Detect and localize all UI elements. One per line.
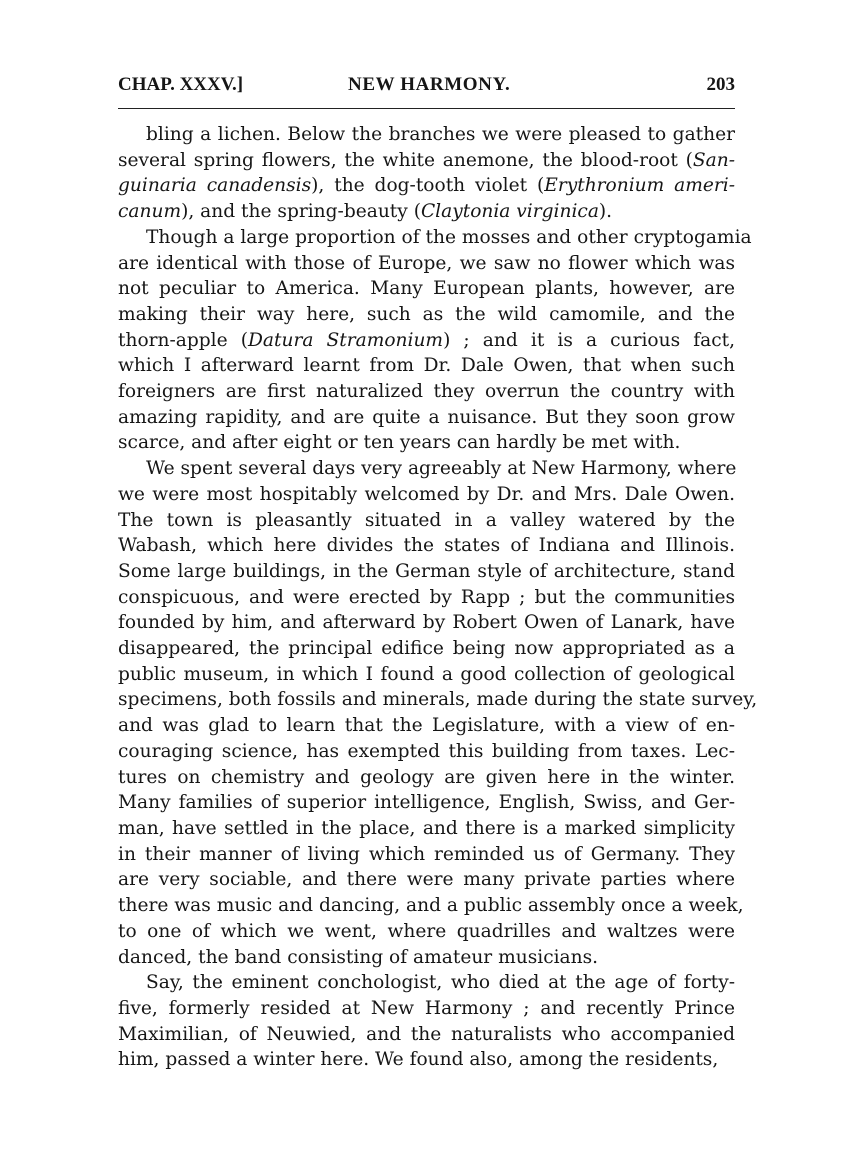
text-line (118, 533, 735, 559)
text-segment: founded by him, and afterward by Robert Owen of Lanark, have (118, 612, 735, 634)
text-line (118, 687, 758, 713)
text-segment: in their manner of living which reminded us of Germany. They (118, 843, 735, 865)
text-line (118, 1047, 735, 1073)
text-segment: making their way here, such as the wild camomile, and the (118, 303, 735, 325)
text-line (118, 1022, 735, 1048)
text-line (118, 996, 735, 1022)
chapter-label: CHAP. XXXV.] (118, 74, 244, 95)
text-line (118, 508, 735, 534)
text-line (118, 199, 735, 225)
italic-text: canum (118, 201, 182, 223)
body-text (118, 122, 758, 1073)
text-line (118, 482, 735, 508)
text-segment: ) ; and it is a curious fact, (443, 329, 735, 351)
text-segment: foreigners are first naturalized they overrun the country with (118, 381, 735, 403)
text-segment: Wabash, which here divides the states of Indiana and Illinois. (118, 535, 735, 557)
text-segment: conspicuous, and were erected by Rapp ; but the communities (118, 586, 735, 608)
text-segment: man, have settled in the place, and there is a marked simplicity (118, 817, 735, 839)
italic-text: Erythronium ameri- (544, 175, 735, 197)
text-segment: not peculiar to America. Many European plants, however, are (118, 278, 735, 300)
text-line (118, 405, 735, 431)
text-segment: Maximilian, of Neuwied, and the naturalists who accompanied (118, 1023, 735, 1045)
text-segment: Many families of superior intelligence, English, Swiss, and Ger- (118, 792, 735, 814)
text-line (118, 610, 735, 636)
text-segment: danced, the band consisting of amateur musicians. (118, 946, 599, 968)
text-line (118, 302, 735, 328)
italic-text: guinaria canadensis (118, 175, 312, 197)
text-line (118, 867, 735, 893)
text-segment: The town is pleasantly situated in a valley watered by the (118, 509, 735, 531)
text-line (118, 636, 735, 662)
text-segment: tures on chemistry and geology are given here in the winter. (118, 766, 735, 788)
text-segment: scarce, and after eight or ten years can hardly be met with. (118, 432, 681, 454)
text-line (118, 662, 735, 688)
text-segment: bling a lichen. Below the branches we were pleased to gather (146, 124, 735, 145)
text-segment: him, passed a winter here. We found also, among the residents, (118, 1049, 719, 1071)
text-line (118, 353, 735, 379)
text-segment: ). (598, 201, 613, 223)
paragraph (118, 122, 735, 225)
text-segment: several spring flowers, the white anemone, the blood-root ( (118, 149, 693, 171)
paragraph (118, 225, 752, 456)
text-segment: Say, the eminent conchologist, who died at the age of forty- (146, 972, 735, 994)
paragraph (118, 456, 758, 970)
text-line (118, 173, 735, 199)
text-line (118, 225, 752, 251)
text-segment: disappeared, the principal edifice being now appropriated as a (118, 638, 735, 660)
text-line (118, 842, 735, 868)
text-segment: We spent several days very agreeably at New Harmony, where (146, 458, 737, 480)
text-line (118, 585, 735, 611)
text-line (118, 739, 735, 765)
text-segment: there was music and dancing, and a public assembly once a week, (118, 895, 744, 917)
text-line (118, 148, 735, 174)
text-segment: are identical with those of Europe, we saw no flower which was (118, 252, 735, 274)
text-line (118, 456, 735, 482)
text-line (118, 919, 735, 945)
text-line (118, 893, 744, 919)
running-header (118, 68, 735, 109)
text-line (118, 790, 735, 816)
text-segment: specimens, both fossils and minerals, made during the state survey, (118, 689, 758, 711)
paragraph (118, 970, 735, 1073)
text-line (118, 276, 735, 302)
text-line (118, 765, 735, 791)
text-line (118, 328, 735, 354)
text-segment: we were most hospitably welcomed by Dr. and Mrs. Dale Owen. (118, 483, 735, 505)
text-segment: ), the dog-tooth violet ( (311, 175, 545, 197)
text-line (118, 559, 735, 585)
italic-text: San- (692, 149, 735, 171)
text-line (118, 713, 735, 739)
text-segment: to one of which we went, where quadrilles and waltzes were (118, 920, 735, 942)
text-segment: and was glad to learn that the Legislature, with a view of en- (118, 715, 735, 737)
text-line (118, 816, 735, 842)
italic-text: Datura Stramonium (248, 329, 444, 351)
text-line (118, 945, 735, 971)
text-line (118, 379, 735, 405)
text-segment: amazing rapidity, and are quite a nuisance. But they soon grow (118, 406, 735, 428)
italic-text: Claytonia virginica (420, 201, 599, 223)
text-segment: five, formerly resided at New Harmony ; and recently Prince (118, 997, 735, 1019)
text-line (118, 970, 735, 996)
text-segment: thorn-apple ( (118, 329, 248, 351)
text-segment: public museum, in which I found a good collection of geological (118, 663, 735, 685)
text-segment: Though a large proportion of the mosses and other cryptogamia (146, 226, 752, 248)
page-title: NEW HARMONY. (348, 74, 511, 95)
text-segment: are very sociable, and there were many private parties where (118, 869, 735, 891)
text-line (118, 430, 735, 456)
text-segment: ), and the spring-beauty ( (181, 201, 421, 223)
page-number: 203 (706, 74, 735, 95)
text-segment: Some large buildings, in the German style of architecture, stand (118, 560, 735, 582)
text-segment: which I afterward learnt from Dr. Dale Owen, that when such (118, 355, 735, 377)
text-line (118, 251, 735, 277)
text-segment: couraging science, has exempted this building from taxes. Lec- (118, 740, 735, 762)
text-line (118, 122, 735, 148)
